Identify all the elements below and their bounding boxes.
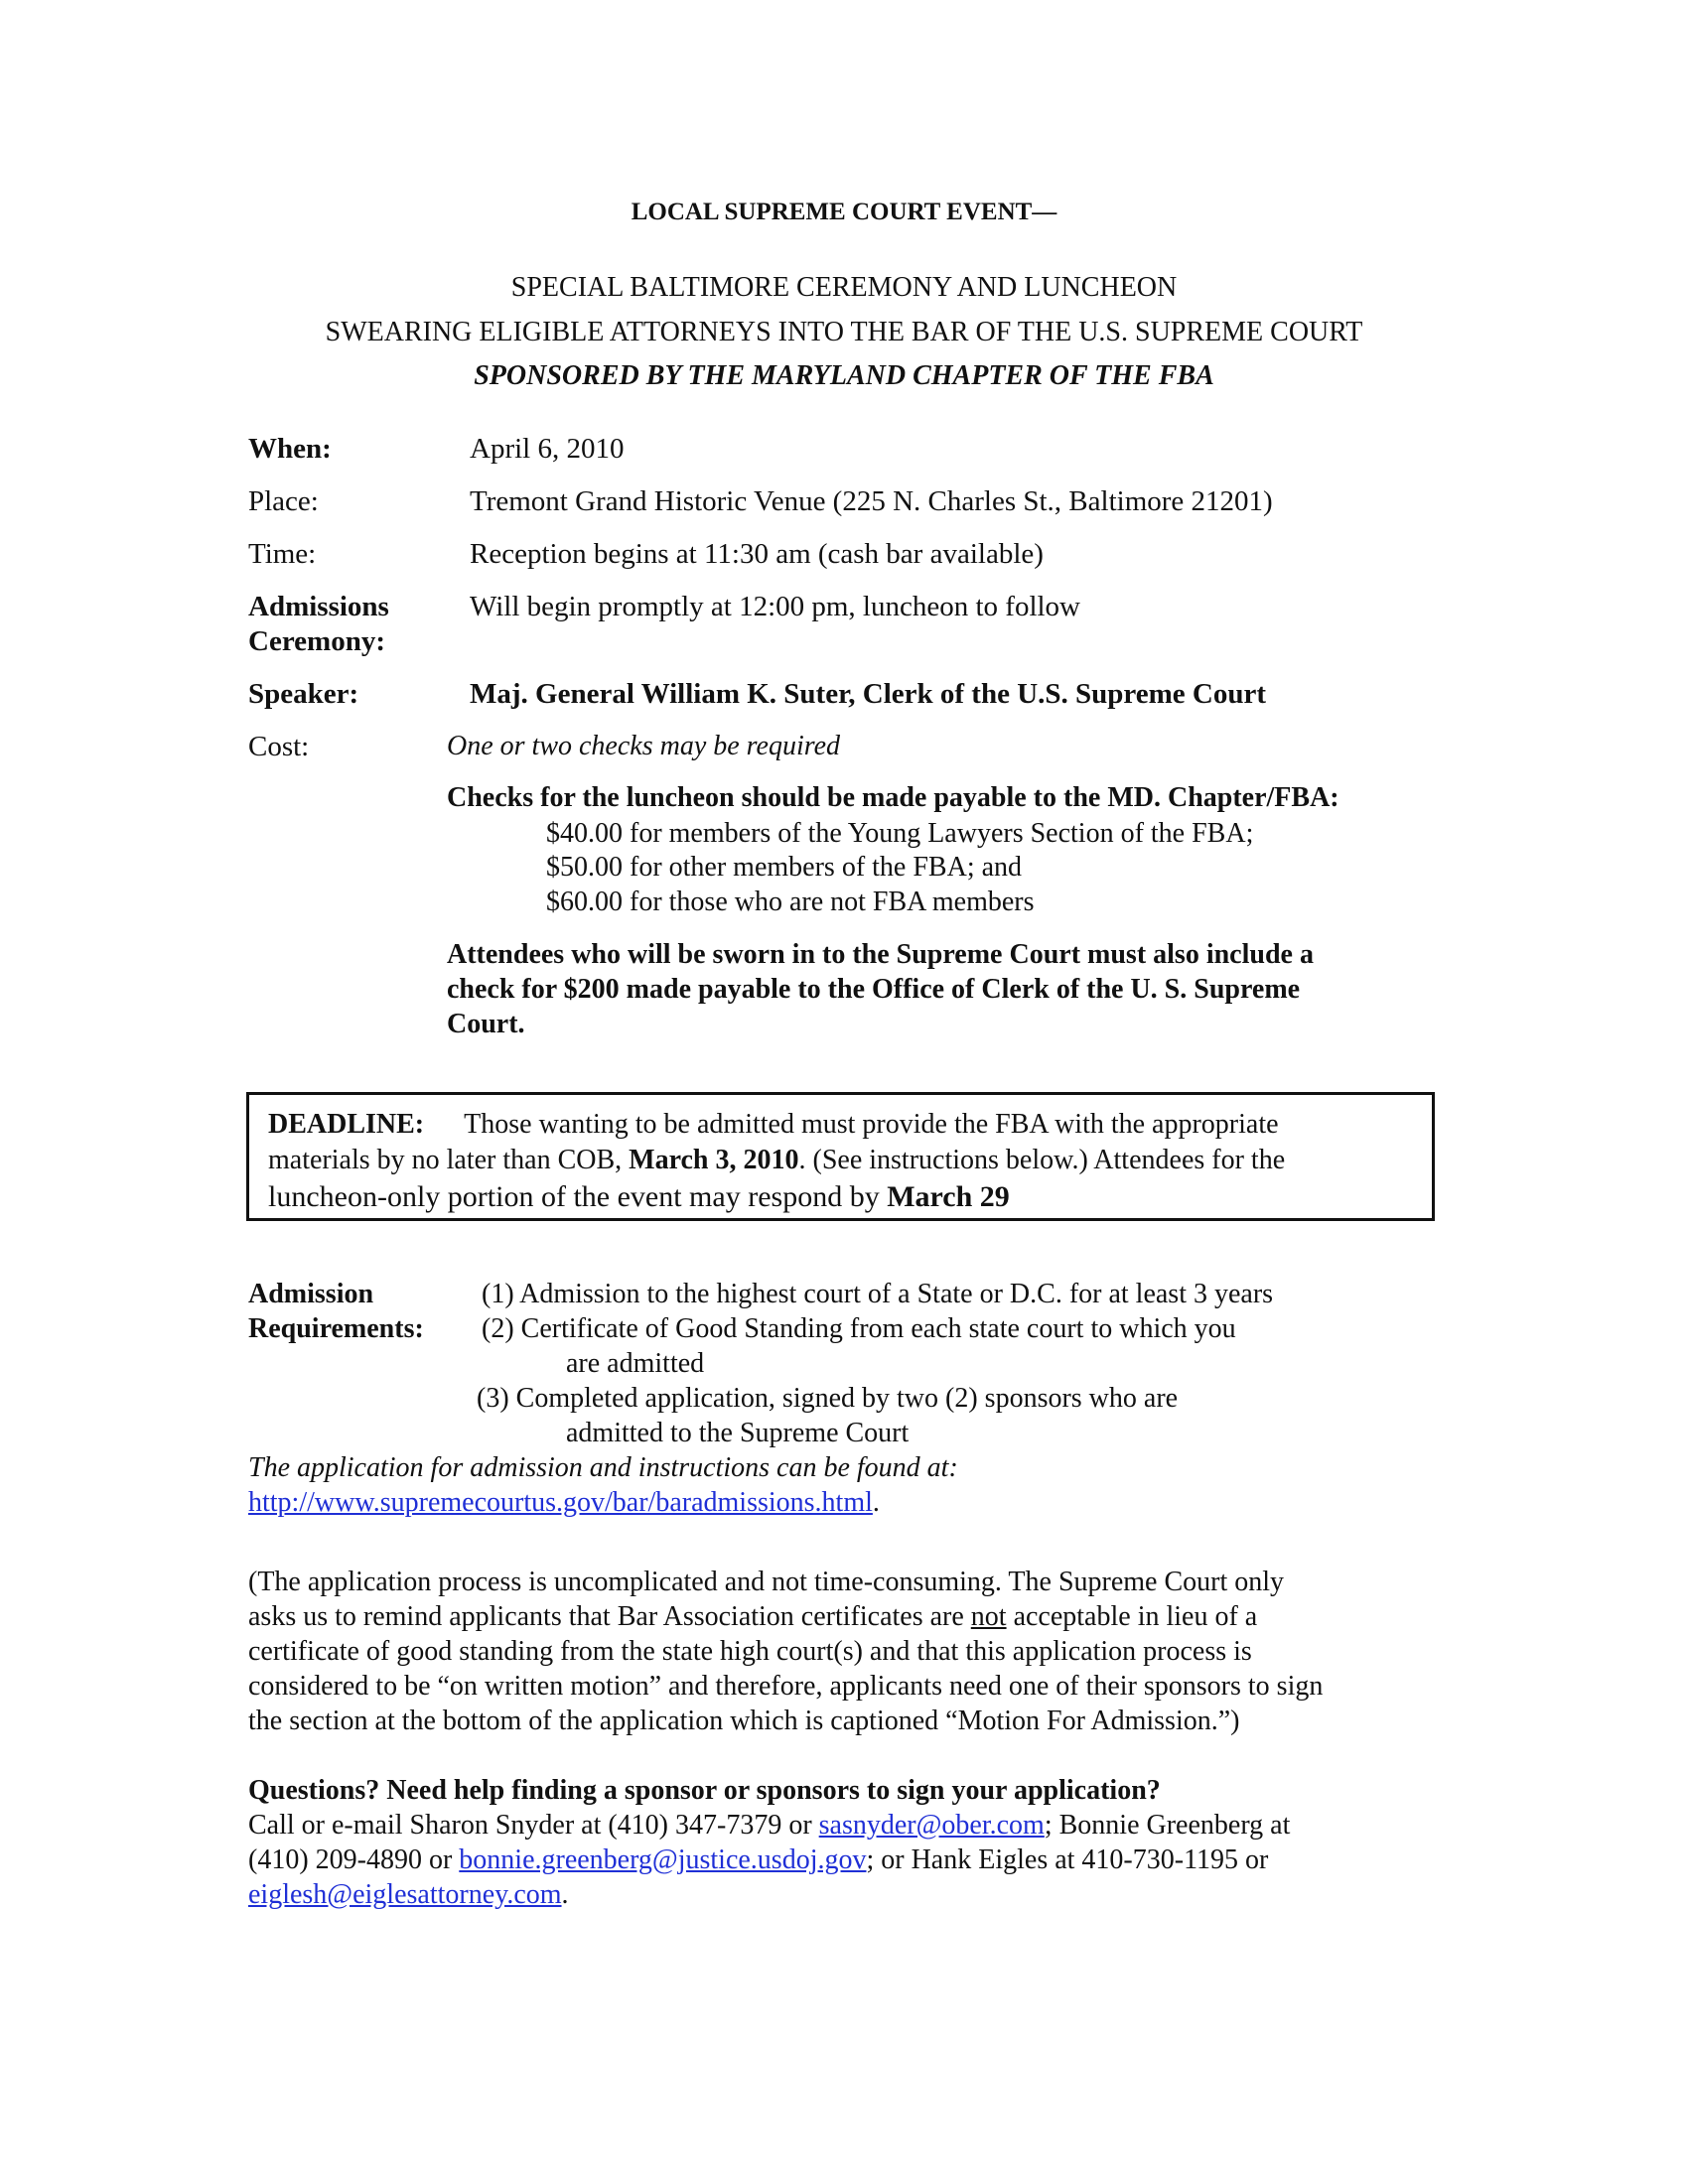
deadline-line-2-post: . (See instructions below.) Attendees for the <box>798 1145 1286 1175</box>
process-line-3: certificate of good standing from the state high court(s) and that this application process is <box>248 1636 1252 1667</box>
cost-note: One or two checks may be required <box>447 731 841 761</box>
time-label: Time: <box>248 538 317 570</box>
contact-line-2-pre: (410) 209-4890 or <box>248 1844 460 1875</box>
speaker-value: Maj. General William K. Suter, Clerk of the U.S. Supreme Court <box>470 678 1267 710</box>
requirement-item-3-cont: admitted to the Supreme Court <box>566 1418 910 1448</box>
deadline-line-1-text: Those wanting to be admitted must provide the FBA with the appropriate <box>464 1109 1279 1140</box>
place-label: Place: <box>248 485 319 517</box>
process-line-1: (The application process is uncomplicated and not time-consuming. The Supreme Court only <box>248 1567 1285 1597</box>
deadline-line-2-pre: materials by no later than COB, <box>268 1145 630 1175</box>
contact-line-1 <box>248 1810 1290 1842</box>
deadline-line-2 <box>268 1145 1285 1176</box>
application-url-link[interactable]: http://www.supremecourtus.gov/bar/baradmissions.html <box>248 1487 873 1518</box>
process-line-4: considered to be “on written motion” and therefore, applicants need one of their sponsors to sign <box>248 1671 1324 1702</box>
deadline-line-3-pre: luncheon-only portion of the event may respond by <box>268 1180 888 1213</box>
requirement-item-2: (2) Certificate of Good Standing from each state court to which you <box>482 1313 1236 1344</box>
event-title-line-2: SWEARING ELIGIBLE ATTORNEYS INTO THE BAR OF THE U.S. SUPREME COURT <box>325 317 1363 347</box>
process-emphasis-not: not <box>970 1601 1007 1632</box>
event-sponsor: SPONSORED BY THE MARYLAND CHAPTER OF THE FBA <box>474 360 1214 391</box>
deadline-line-1 <box>268 1109 1279 1141</box>
when-value: April 6, 2010 <box>470 433 625 465</box>
contact-line-1-pre: Call or e-mail Sharon Snyder at (410) 347-7379 or <box>248 1810 819 1841</box>
event-kicker: LOCAL SUPREME COURT EVENT— <box>631 199 1057 225</box>
requirement-item-1: (1) Admission to the highest court of a State or D.C. for at least 3 years <box>482 1279 1274 1309</box>
price-line-2: $50.00 for other members of the FBA; and <box>546 852 1023 883</box>
application-link-line <box>248 1487 880 1519</box>
deadline-line-3 <box>268 1180 1010 1214</box>
price-line-1: $40.00 for members of the Young Lawyers Section of the FBA; <box>546 818 1254 849</box>
sworn-line-3: Court. <box>447 1009 525 1039</box>
admissions-label-line-1: Admissions <box>248 591 389 622</box>
contact-line-2-post: ; or Hank Eigles at 410-730-1195 or <box>866 1844 1269 1875</box>
checks-heading: Checks for the luncheon should be made payable to the MD. Chapter/FBA: <box>447 782 1339 813</box>
when-label: When: <box>248 433 332 465</box>
process-line-2-post: acceptable in lieu of a <box>1006 1601 1258 1632</box>
contact-heading: Questions? Need help finding a sponsor or sponsors to sign your application? <box>248 1775 1161 1806</box>
deadline-date-luncheon: March 29 <box>887 1180 1010 1213</box>
process-line-5: the section at the bottom of the application which is captioned “Motion For Admission.”) <box>248 1706 1240 1736</box>
email-link-sasnyder[interactable]: sasnyder@ober.com <box>818 1810 1045 1841</box>
deadline-date-admit: March 3, 2010 <box>629 1145 799 1175</box>
email-link-eiglesh[interactable]: eiglesh@eiglesattorney.com <box>248 1879 562 1910</box>
event-title-line-1: SPECIAL BALTIMORE CEREMONY AND LUNCHEON <box>510 272 1178 303</box>
admissions-value: Will begin promptly at 12:00 pm, luncheon to follow <box>470 591 1081 622</box>
contact-line-3-post: . <box>561 1879 569 1910</box>
sworn-line-1: Attendees who will be sworn in to the Supreme Court must also include a <box>447 939 1314 970</box>
price-line-3: $60.00 for those who are not FBA members <box>546 887 1035 917</box>
requirements-label-line-1: Admission <box>248 1279 374 1309</box>
cost-label: Cost: <box>248 731 310 762</box>
application-note: The application for admission and instructions can be found at: <box>248 1452 958 1483</box>
contact-line-1-post: ; Bonnie Greenberg at <box>1044 1810 1291 1841</box>
speaker-label: Speaker: <box>248 678 359 710</box>
contact-line-2 <box>248 1844 1268 1876</box>
email-link-bonnie-greenberg[interactable]: bonnie.greenberg@justice.usdoj.gov <box>459 1844 867 1875</box>
place-value: Tremont Grand Historic Venue (225 N. Charles St., Baltimore 21201) <box>470 485 1273 517</box>
requirement-item-2-cont: are admitted <box>566 1348 705 1379</box>
contact-line-3 <box>248 1879 569 1911</box>
requirement-item-3: (3) Completed application, signed by two (2) sponsors who are <box>477 1383 1179 1414</box>
admissions-label-line-2: Ceremony: <box>248 625 385 657</box>
sworn-line-2: check for $200 made payable to the Office of Clerk of the U. S. Supreme <box>447 974 1301 1005</box>
deadline-label: DEADLINE: <box>268 1109 425 1140</box>
time-value: Reception begins at 11:30 am (cash bar available) <box>470 538 1044 570</box>
requirements-label-line-2: Requirements: <box>248 1313 424 1344</box>
deadline-box <box>246 1092 1435 1221</box>
application-url-trail: . <box>872 1487 880 1518</box>
process-line-2-pre: asks us to remind applicants that Bar Association certificates are <box>248 1601 971 1632</box>
process-line-2 <box>248 1601 1257 1633</box>
